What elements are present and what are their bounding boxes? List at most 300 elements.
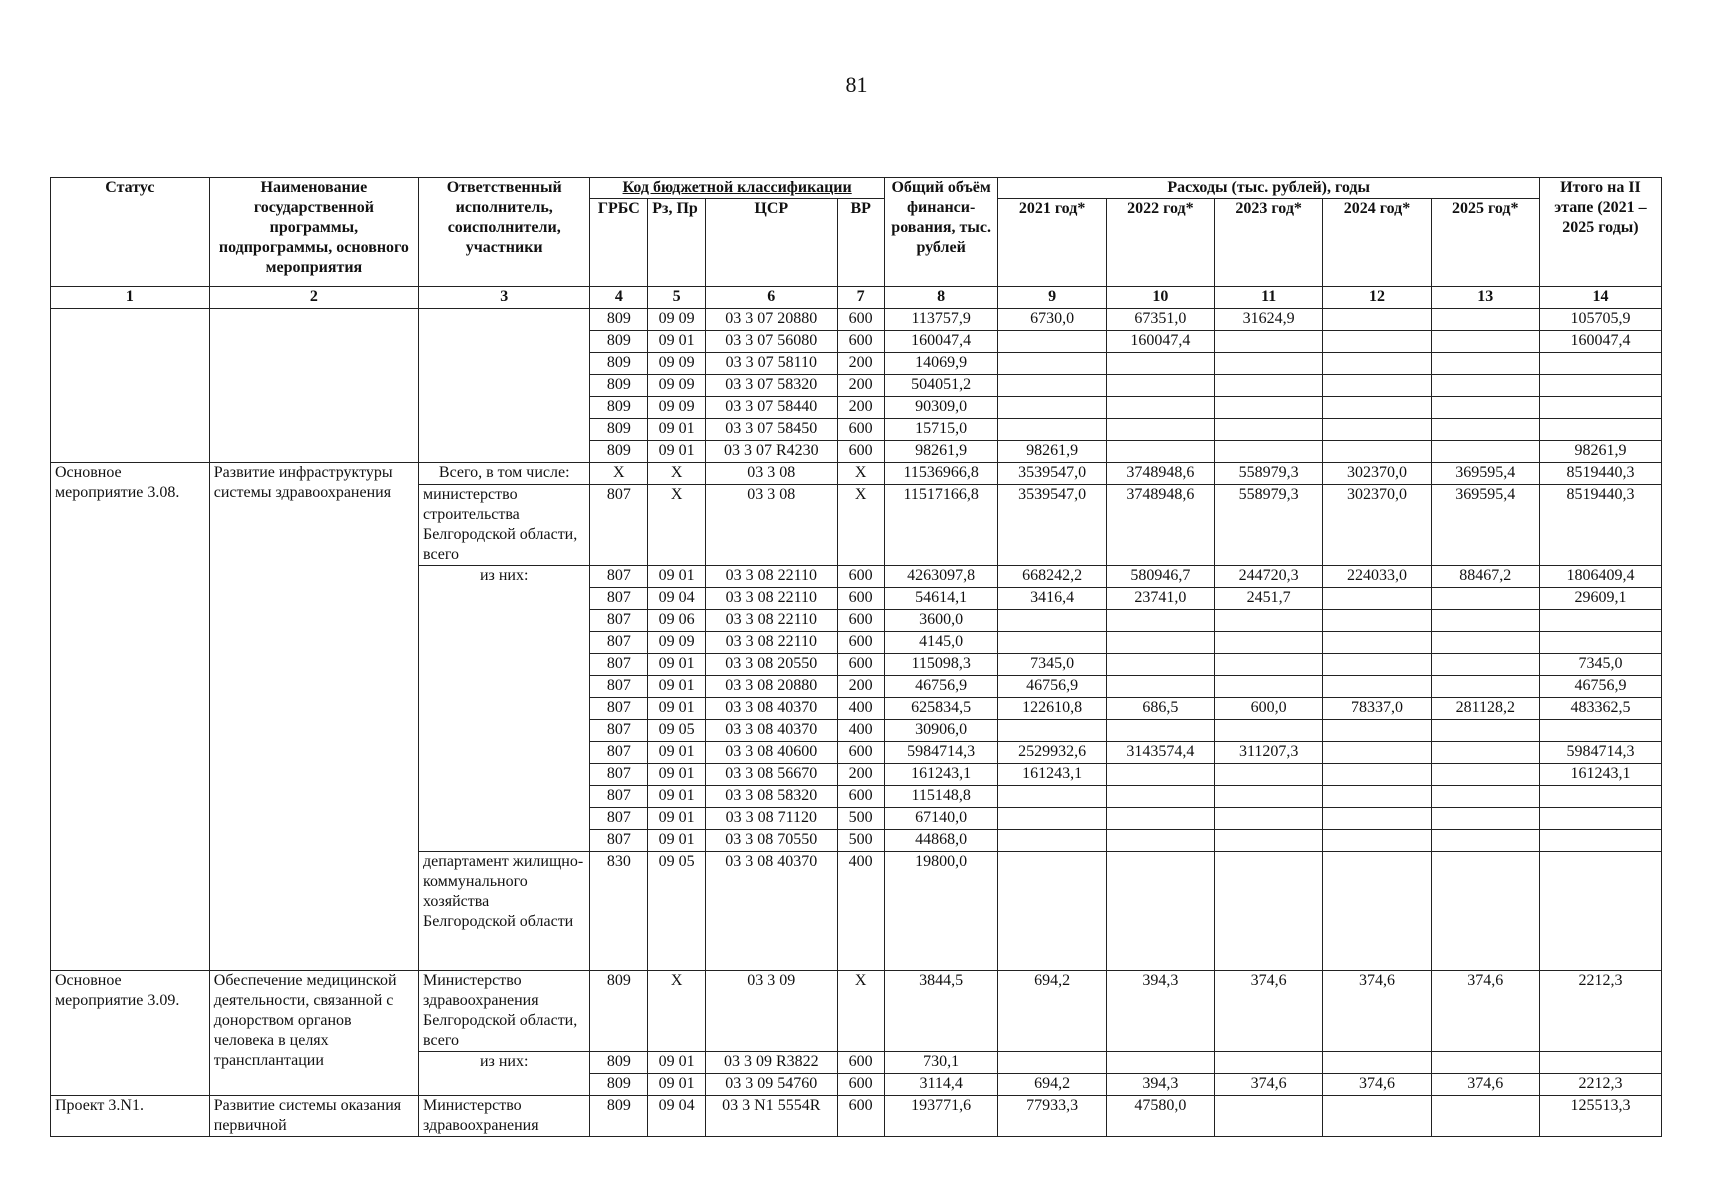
table-cell: 558979,3 <box>1215 485 1323 566</box>
table-cell <box>1539 610 1661 632</box>
table-cell <box>1323 353 1431 375</box>
table-cell: 3143574,4 <box>1106 742 1214 764</box>
table-cell: 2529932,6 <box>998 742 1106 764</box>
table-cell: 03 3 08 40370 <box>706 720 837 742</box>
table-cell: 807 <box>590 676 648 698</box>
table-cell: 54614,1 <box>884 588 998 610</box>
table-cell: 483362,5 <box>1539 698 1661 720</box>
table-cell: 668242,2 <box>998 566 1106 588</box>
table-cell: 400 <box>837 852 884 971</box>
table-cell: 09 09 <box>648 397 706 419</box>
header-total: Общий объём финанси-рования, тыс. рублей <box>884 178 998 287</box>
table-cell: 200 <box>837 764 884 786</box>
table-cell: 09 01 <box>648 786 706 808</box>
table-cell: 14069,9 <box>884 353 998 375</box>
table-cell: 809 <box>590 419 648 441</box>
table-cell: Х <box>837 463 884 485</box>
table-cell: 09 09 <box>648 632 706 654</box>
table-cell: 09 06 <box>648 610 706 632</box>
table-cell: 03 3 08 58320 <box>706 786 837 808</box>
table-cell: 600 <box>837 1074 884 1096</box>
header-expenses: Расходы (тыс. рублей), годы <box>998 178 1540 199</box>
table-cell: 09 01 <box>648 676 706 698</box>
table-cell: 374,6 <box>1431 971 1539 1052</box>
table-cell: 03 3 08 40370 <box>706 852 837 971</box>
table-cell: 807 <box>590 610 648 632</box>
table-cell: 600 <box>837 786 884 808</box>
table-cell: 558979,3 <box>1215 463 1323 485</box>
table-cell <box>1431 830 1539 852</box>
table-cell <box>998 331 1106 353</box>
table-cell <box>1106 610 1214 632</box>
table-cell: 09 05 <box>648 720 706 742</box>
column-number-row <box>51 287 1662 309</box>
table-cell <box>1106 808 1214 830</box>
table-cell: 29609,1 <box>1539 588 1661 610</box>
table-cell: 4145,0 <box>884 632 998 654</box>
table-cell <box>1431 419 1539 441</box>
table-cell: 23741,0 <box>1106 588 1214 610</box>
header-name: Наименование государственной программы, подпрограммы, основного мероприятия <box>209 178 418 287</box>
table-cell: 09 01 <box>648 830 706 852</box>
table-cell: 3844,5 <box>884 971 998 1052</box>
table-cell <box>1431 764 1539 786</box>
table-cell <box>1431 808 1539 830</box>
table-cell <box>1323 1052 1431 1074</box>
table-cell: 6730,0 <box>998 309 1106 331</box>
table-cell <box>998 610 1106 632</box>
table-cell <box>1431 588 1539 610</box>
table-cell <box>1323 331 1431 353</box>
table-cell <box>1431 676 1539 698</box>
table-cell: 7345,0 <box>998 654 1106 676</box>
table-cell <box>1106 852 1214 971</box>
budget-table <box>50 177 1662 1137</box>
table-cell: 600 <box>837 566 884 588</box>
table-cell <box>1215 1052 1323 1074</box>
table-cell <box>1215 331 1323 353</box>
table-cell: 19800,0 <box>884 852 998 971</box>
table-cell: 03 3 08 20550 <box>706 654 837 676</box>
table-cell: 03 3 08 40600 <box>706 742 837 764</box>
table-cell <box>1215 397 1323 419</box>
table-cell: 4263097,8 <box>884 566 998 588</box>
header-csr: ЦСР <box>706 199 837 287</box>
status-cell: Основное мероприятие 3.08. <box>51 463 210 971</box>
table-cell: 09 01 <box>648 419 706 441</box>
table-cell: 3748948,6 <box>1106 485 1214 566</box>
table-cell: 09 04 <box>648 1096 706 1137</box>
table-cell <box>998 632 1106 654</box>
table-cell: 03 3 07 58440 <box>706 397 837 419</box>
header-row-1 <box>51 178 1662 199</box>
table-cell <box>1215 375 1323 397</box>
table-cell: 03 3 07 58320 <box>706 375 837 397</box>
table-cell: 03 3 09 54760 <box>706 1074 837 1096</box>
table-cell: 09 01 <box>648 808 706 830</box>
column-number: 10 <box>1106 287 1214 309</box>
table-cell: 30906,0 <box>884 720 998 742</box>
table-cell <box>1323 441 1431 463</box>
name-cell: Развитие системы оказания первичной <box>209 1096 418 1137</box>
table-cell <box>1323 742 1431 764</box>
table-cell: 809 <box>590 1052 648 1074</box>
table-cell <box>998 852 1106 971</box>
table-cell: 161243,1 <box>884 764 998 786</box>
table-cell: Х <box>648 971 706 1052</box>
table-cell: 807 <box>590 566 648 588</box>
table-cell: 46756,9 <box>998 676 1106 698</box>
table-cell <box>1323 375 1431 397</box>
table-cell <box>1431 1096 1539 1137</box>
table-cell: 374,6 <box>1215 971 1323 1052</box>
responsible-cell: министерство строительства Белгородской области, всего <box>419 485 590 566</box>
header-2023: 2023 год* <box>1215 199 1323 287</box>
table-cell <box>1539 632 1661 654</box>
table-cell: 400 <box>837 698 884 720</box>
table-cell: 200 <box>837 375 884 397</box>
table-cell <box>1431 654 1539 676</box>
table-cell: 600 <box>837 588 884 610</box>
table-cell: Х <box>837 485 884 566</box>
responsible-cell: из них: <box>419 1052 590 1096</box>
table-cell: 809 <box>590 441 648 463</box>
table-cell: 115148,8 <box>884 786 998 808</box>
table-cell: 830 <box>590 852 648 971</box>
table-cell: 03 3 08 <box>706 485 837 566</box>
table-cell <box>998 1052 1106 1074</box>
header-2024: 2024 год* <box>1323 199 1431 287</box>
table-cell <box>1323 610 1431 632</box>
name-cell: Обеспечение медицинской деятельности, связанной с донорством органов человека в целях трансплантации <box>209 971 418 1096</box>
table-cell: 09 01 <box>648 742 706 764</box>
column-number: 4 <box>590 287 648 309</box>
table-cell <box>1431 1052 1539 1074</box>
table-cell: 3539547,0 <box>998 463 1106 485</box>
table-cell <box>1323 830 1431 852</box>
table-cell: 98261,9 <box>998 441 1106 463</box>
table-cell <box>1106 353 1214 375</box>
header-2022: 2022 год* <box>1106 199 1214 287</box>
table-cell <box>1539 353 1661 375</box>
table-cell: 807 <box>590 632 648 654</box>
table-cell: 44868,0 <box>884 830 998 852</box>
column-number: 12 <box>1323 287 1431 309</box>
table-cell <box>1539 419 1661 441</box>
table-cell: 47580,0 <box>1106 1096 1214 1137</box>
table-cell: 600 <box>837 1096 884 1137</box>
table-cell: 600 <box>837 1052 884 1074</box>
table-cell: 686,5 <box>1106 698 1214 720</box>
table-cell <box>1323 1096 1431 1137</box>
table-cell: 600 <box>837 610 884 632</box>
table-cell: 807 <box>590 698 648 720</box>
table-cell: 03 3 08 56670 <box>706 764 837 786</box>
table-cell: 600 <box>837 419 884 441</box>
table-cell <box>1323 654 1431 676</box>
table-cell: 03 3 07 56080 <box>706 331 837 353</box>
header-budget-code: Код бюджетной классификации <box>590 178 884 199</box>
table-cell <box>1106 720 1214 742</box>
table-cell: 03 3 08 22110 <box>706 566 837 588</box>
table-cell: 3600,0 <box>884 610 998 632</box>
table-cell: 369595,4 <box>1431 463 1539 485</box>
table-cell <box>1323 720 1431 742</box>
table-cell: 09 09 <box>648 353 706 375</box>
table-cell: 374,6 <box>1431 1074 1539 1096</box>
table-cell: 09 09 <box>648 309 706 331</box>
table-row <box>51 463 1662 485</box>
table-cell <box>1431 742 1539 764</box>
table-cell: 03 3 08 <box>706 463 837 485</box>
table-cell <box>1539 852 1661 971</box>
table-cell: 807 <box>590 786 648 808</box>
table-row <box>51 1096 1662 1137</box>
responsible-cell: из них: <box>419 566 590 852</box>
table-cell: 807 <box>590 720 648 742</box>
table-cell: 8519440,3 <box>1539 463 1661 485</box>
table-cell <box>1539 830 1661 852</box>
table-cell: 03 3 08 22110 <box>706 632 837 654</box>
table-cell <box>1215 1096 1323 1137</box>
table-cell: 224033,0 <box>1323 566 1431 588</box>
table-cell: Х <box>590 463 648 485</box>
table-cell <box>1215 441 1323 463</box>
table-cell: 807 <box>590 588 648 610</box>
table-cell <box>1323 676 1431 698</box>
table-cell <box>1431 786 1539 808</box>
table-cell: 03 3 08 22110 <box>706 610 837 632</box>
table-cell <box>1215 720 1323 742</box>
table-cell: 09 05 <box>648 852 706 971</box>
table-cell <box>998 375 1106 397</box>
table-cell <box>1431 720 1539 742</box>
table-cell: 807 <box>590 808 648 830</box>
responsible-cell: Всего, в том числе: <box>419 463 590 485</box>
table-cell: 09 01 <box>648 331 706 353</box>
table-cell: 394,3 <box>1106 971 1214 1052</box>
responsible-cell <box>419 309 590 463</box>
table-cell: 5984714,3 <box>884 742 998 764</box>
table-cell: 302370,0 <box>1323 463 1431 485</box>
table-cell: 160047,4 <box>1539 331 1661 353</box>
table-cell <box>1323 632 1431 654</box>
table-cell <box>1215 830 1323 852</box>
table-cell <box>1431 353 1539 375</box>
table-cell: 113757,9 <box>884 309 998 331</box>
table-cell: 11536966,8 <box>884 463 998 485</box>
table-cell: 125513,3 <box>1539 1096 1661 1137</box>
table-cell <box>1106 830 1214 852</box>
table-row <box>51 971 1662 1052</box>
table-cell <box>1323 786 1431 808</box>
table-cell: 730,1 <box>884 1052 998 1074</box>
name-cell <box>209 309 418 463</box>
table-cell: 809 <box>590 375 648 397</box>
table-cell <box>1539 720 1661 742</box>
table-cell: 03 3 N1 5554R <box>706 1096 837 1137</box>
table-cell <box>1431 441 1539 463</box>
table-cell: 3748948,6 <box>1106 463 1214 485</box>
table-cell: 09 01 <box>648 1074 706 1096</box>
table-cell: 3539547,0 <box>998 485 1106 566</box>
table-cell <box>1215 654 1323 676</box>
table-cell <box>1323 309 1431 331</box>
table-cell <box>1106 397 1214 419</box>
table-cell: 809 <box>590 1074 648 1096</box>
table-cell: 67140,0 <box>884 808 998 830</box>
table-cell: 03 3 07 58450 <box>706 419 837 441</box>
table-cell <box>998 786 1106 808</box>
responsible-cell: департамент жилищно-коммунального хозяйства Белгородской области <box>419 852 590 971</box>
header-grbs: ГРБС <box>590 199 648 287</box>
table-cell <box>998 808 1106 830</box>
table-cell: 03 3 08 40370 <box>706 698 837 720</box>
table-cell: 807 <box>590 485 648 566</box>
table-cell: 809 <box>590 353 648 375</box>
table-cell <box>1323 588 1431 610</box>
table-cell: 600 <box>837 654 884 676</box>
column-number: 14 <box>1539 287 1661 309</box>
table-cell: 09 01 <box>648 1052 706 1074</box>
table-cell: Х <box>837 971 884 1052</box>
table-cell: Х <box>648 485 706 566</box>
table-cell <box>998 419 1106 441</box>
table-cell: 03 3 08 71120 <box>706 808 837 830</box>
table-cell <box>1431 852 1539 971</box>
table-cell <box>1539 786 1661 808</box>
table-cell: 807 <box>590 830 648 852</box>
table-cell <box>1106 786 1214 808</box>
table-cell: Х <box>648 463 706 485</box>
column-number: 5 <box>648 287 706 309</box>
table-cell: 281128,2 <box>1431 698 1539 720</box>
status-cell: Проект 3.N1. <box>51 1096 210 1137</box>
table-cell <box>1106 654 1214 676</box>
responsible-cell: Министерство здравоохранения <box>419 1096 590 1137</box>
column-number: 6 <box>706 287 837 309</box>
column-number: 8 <box>884 287 998 309</box>
table-cell: 46756,9 <box>884 676 998 698</box>
table-cell: 2451,7 <box>1215 588 1323 610</box>
header-rzpr: Рз, Пр <box>648 199 706 287</box>
table-cell: 105705,9 <box>1539 309 1661 331</box>
table-cell: 09 01 <box>648 566 706 588</box>
table-cell <box>1215 676 1323 698</box>
table-cell <box>1215 353 1323 375</box>
table-cell <box>1106 764 1214 786</box>
table-cell <box>1215 419 1323 441</box>
table-cell <box>1323 808 1431 830</box>
table-cell: 31624,9 <box>1215 309 1323 331</box>
table-cell: 90309,0 <box>884 397 998 419</box>
table-cell: 1806409,4 <box>1539 566 1661 588</box>
table-cell <box>1106 441 1214 463</box>
status-cell <box>51 309 210 463</box>
table-cell: 369595,4 <box>1431 485 1539 566</box>
column-number: 11 <box>1215 287 1323 309</box>
table-cell <box>1431 397 1539 419</box>
table-cell: 5984714,3 <box>1539 742 1661 764</box>
table-cell <box>1431 632 1539 654</box>
table-cell: 67351,0 <box>1106 309 1214 331</box>
table-cell <box>1106 419 1214 441</box>
table-cell <box>1431 309 1539 331</box>
table-cell: 374,6 <box>1323 1074 1431 1096</box>
table-cell <box>1323 764 1431 786</box>
table-cell: 09 01 <box>648 698 706 720</box>
table-cell <box>1106 632 1214 654</box>
column-number: 2 <box>209 287 418 309</box>
table-cell <box>1215 632 1323 654</box>
table-cell: 500 <box>837 830 884 852</box>
table-cell <box>1539 1052 1661 1074</box>
table-cell: 809 <box>590 309 648 331</box>
table-cell: 03 3 07 20880 <box>706 309 837 331</box>
table-cell <box>1431 331 1539 353</box>
table-cell: 504051,2 <box>884 375 998 397</box>
column-number: 7 <box>837 287 884 309</box>
table-cell: 161243,1 <box>998 764 1106 786</box>
table-cell: 09 09 <box>648 375 706 397</box>
table-cell: 374,6 <box>1323 971 1431 1052</box>
table-cell: 03 3 07 R4230 <box>706 441 837 463</box>
table-cell <box>1431 375 1539 397</box>
table-cell: 200 <box>837 676 884 698</box>
header-status: Статус <box>51 178 210 287</box>
header-responsible: Ответственный исполнитель, соисполнители, участники <box>419 178 590 287</box>
table-cell: 160047,4 <box>1106 331 1214 353</box>
table-cell: 09 01 <box>648 654 706 676</box>
table-cell: 600 <box>837 441 884 463</box>
table-cell: 809 <box>590 397 648 419</box>
table-cell: 115098,3 <box>884 654 998 676</box>
table-cell: 15715,0 <box>884 419 998 441</box>
table-cell: 600 <box>837 742 884 764</box>
table-cell: 600 <box>837 309 884 331</box>
table-cell: 807 <box>590 742 648 764</box>
table-cell: 78337,0 <box>1323 698 1431 720</box>
table-cell: 600 <box>837 632 884 654</box>
table-cell: 400 <box>837 720 884 742</box>
header-2025: 2025 год* <box>1431 199 1539 287</box>
header-2021: 2021 год* <box>998 199 1106 287</box>
table-cell: 03 3 07 58110 <box>706 353 837 375</box>
table-cell <box>1215 610 1323 632</box>
table-cell: 77933,3 <box>998 1096 1106 1137</box>
table-cell <box>998 830 1106 852</box>
status-cell: Основное мероприятие 3.09. <box>51 971 210 1096</box>
table-cell: 3114,4 <box>884 1074 998 1096</box>
table-cell: 161243,1 <box>1539 764 1661 786</box>
table-cell: 374,6 <box>1215 1074 1323 1096</box>
table-cell: 88467,2 <box>1431 566 1539 588</box>
table-cell: 09 04 <box>648 588 706 610</box>
table-cell: 302370,0 <box>1323 485 1431 566</box>
responsible-cell: Министерство здравоохранения Белгородской области, всего <box>419 971 590 1052</box>
table-cell: 311207,3 <box>1215 742 1323 764</box>
table-cell <box>1106 1052 1214 1074</box>
header-vr: ВР <box>837 199 884 287</box>
name-cell: Развитие инфраструктуры системы здравоохранения <box>209 463 418 971</box>
table-cell: 11517166,8 <box>884 485 998 566</box>
table-cell: 09 01 <box>648 441 706 463</box>
table-cell: 394,3 <box>1106 1074 1214 1096</box>
table-cell: 600,0 <box>1215 698 1323 720</box>
table-cell: 09 01 <box>648 764 706 786</box>
table-cell: 193771,6 <box>884 1096 998 1137</box>
table-cell: 244720,3 <box>1215 566 1323 588</box>
